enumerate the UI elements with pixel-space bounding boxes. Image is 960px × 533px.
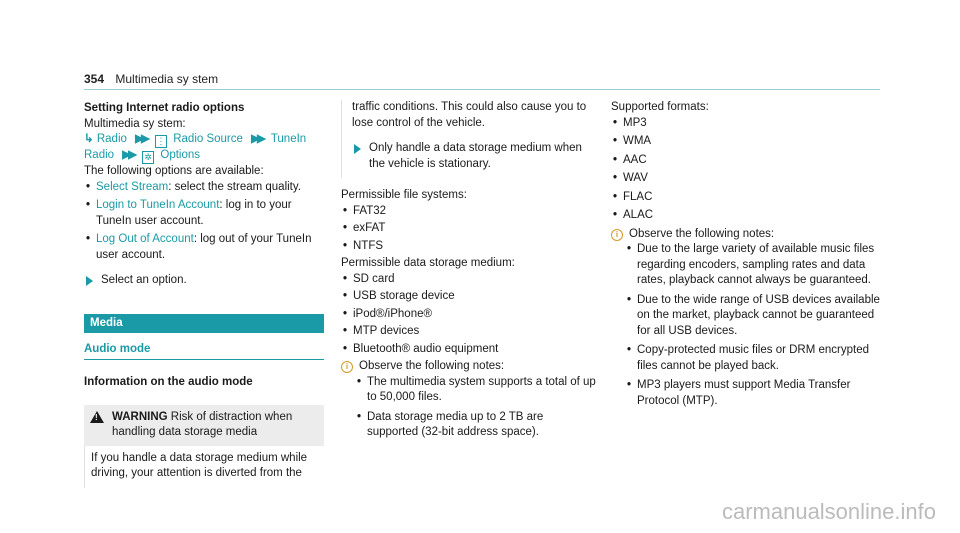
list-item: • WAV: [611, 171, 881, 187]
step-arrow-icon: [354, 144, 361, 154]
info-heading: Information on the audio mode: [84, 376, 253, 388]
audio-mode-heading: Audio mode: [84, 342, 324, 361]
warning-box: [84, 405, 324, 488]
list-item: • Copy-protected music files or DRM encrypted files cannot be played back.: [625, 343, 881, 374]
warning-label: WARNING: [112, 410, 168, 423]
section-title: Setting Internet radio options: [84, 102, 245, 114]
menu-path: [84, 132, 324, 148]
list-item: • MP3: [611, 116, 881, 132]
options-list: [84, 180, 324, 264]
step-text: Select an option.: [101, 274, 187, 286]
list-item: [84, 198, 324, 229]
list-item: • ALAC: [611, 208, 881, 224]
continuation-text: traffic conditions. This could also cause you to lose control of the vehicle.: [352, 101, 587, 129]
warning-continuation: [341, 100, 597, 178]
warning-icon: [90, 411, 104, 423]
list-item: • AAC: [611, 153, 881, 169]
observe-text: Observe the following notes:: [629, 227, 775, 240]
list-item: • exFAT: [341, 221, 597, 237]
fs-heading: Permissible file systems:: [341, 189, 467, 201]
media-heading: Permissible data storage medium:: [341, 257, 515, 269]
step-arrow-icon: [86, 276, 93, 286]
observe-note: [611, 227, 881, 243]
path-tunein[interactable]: TuneIn: [270, 133, 307, 145]
media-section-bar: Media: [84, 314, 324, 333]
page-number: 354: [84, 72, 105, 86]
list-item: • Due to the large variety of available music files regarding encoders, sampling rates and data rates, playback cannot always be guaranteed.: [625, 242, 881, 289]
list-item: • NTFS: [341, 239, 597, 255]
list-item: [84, 180, 324, 196]
path-tunein-radio[interactable]: Radio: [84, 149, 115, 161]
info-icon: i: [341, 361, 353, 373]
column-2: [341, 100, 597, 445]
list-item: • FAT32: [341, 204, 597, 220]
path-start-icon: ↳: [84, 133, 94, 145]
list-item: • Bluetooth® audio equipment: [341, 342, 597, 358]
fs-list: [341, 204, 597, 255]
option-link[interactable]: Select Stream: [96, 180, 169, 193]
column-1: [84, 101, 324, 488]
option-desc: : select the stream quality.: [168, 180, 301, 193]
menu-path-2: [84, 148, 324, 164]
media-list: [341, 272, 597, 358]
list-item: [84, 232, 324, 263]
path-radio[interactable]: Radio: [96, 133, 127, 145]
observe-note: [341, 359, 597, 375]
list-item: • The multimedia system supports a total of up to 50,000 files.: [355, 375, 597, 406]
step-item: [84, 273, 324, 289]
intro-text: Multimedia sy stem:: [84, 117, 186, 130]
path-arrow-icon: ▶▶: [122, 149, 134, 161]
list-item: • WMA: [611, 134, 881, 150]
path-radio-source[interactable]: Radio Source: [173, 133, 243, 145]
option-desc: : log in to your TuneIn user account.: [96, 199, 292, 227]
path-arrow-icon: ▶▶: [135, 133, 147, 145]
list-item: • MP3 players must support Media Transfer Protocol (MTP).: [625, 378, 881, 409]
list-item: • iPod®/iPhone®: [341, 307, 597, 323]
option-desc: : log out of your TuneIn user account.: [96, 233, 312, 261]
formats-heading: Supported formats:: [611, 101, 709, 113]
path-arrow-icon: ▶▶: [251, 133, 263, 145]
warning-line: [112, 410, 318, 441]
notes-list: [625, 242, 881, 409]
list-item: • FLAC: [611, 190, 881, 206]
warning-text: Risk of distraction when handling data storage media: [112, 410, 293, 438]
list-item: • MTP devices: [341, 324, 597, 340]
header-section: Multimedia sy stem: [115, 72, 219, 86]
formats-list: [611, 116, 881, 224]
watermark: carmanualsonline.info: [721, 499, 936, 524]
step-item: [352, 141, 597, 178]
observe-text: Observe the following notes:: [359, 360, 505, 372]
column-3: [611, 100, 881, 413]
path-options[interactable]: Options: [160, 149, 201, 161]
step-text: Only handle a data storage medium when the vehicle is stationary.: [369, 142, 582, 170]
option-link[interactable]: Login to TuneIn Account: [96, 199, 220, 211]
list-item: • Data storage media up to 2 TB are supported (32-bit address space).: [355, 410, 597, 441]
info-icon: i: [611, 229, 623, 241]
notes-list: [355, 375, 597, 441]
menu-icon: ⋮: [156, 136, 166, 146]
warning-body: If you handle a data storage medium while driving, your attention is diverted from the: [84, 446, 324, 488]
warning-header: [84, 405, 324, 446]
gear-icon: ✲: [142, 151, 154, 164]
available-text: The following options are available:: [84, 165, 264, 177]
list-item: • SD card: [341, 272, 597, 288]
list-item: • Due to the wide range of USB devices available on the market, playback cannot be guaranteed for all USB devices.: [625, 293, 881, 340]
option-link[interactable]: Log Out of Account: [96, 233, 194, 245]
page-header: [84, 72, 218, 86]
list-item: • USB storage device: [341, 289, 597, 305]
header-divider: [84, 89, 880, 90]
